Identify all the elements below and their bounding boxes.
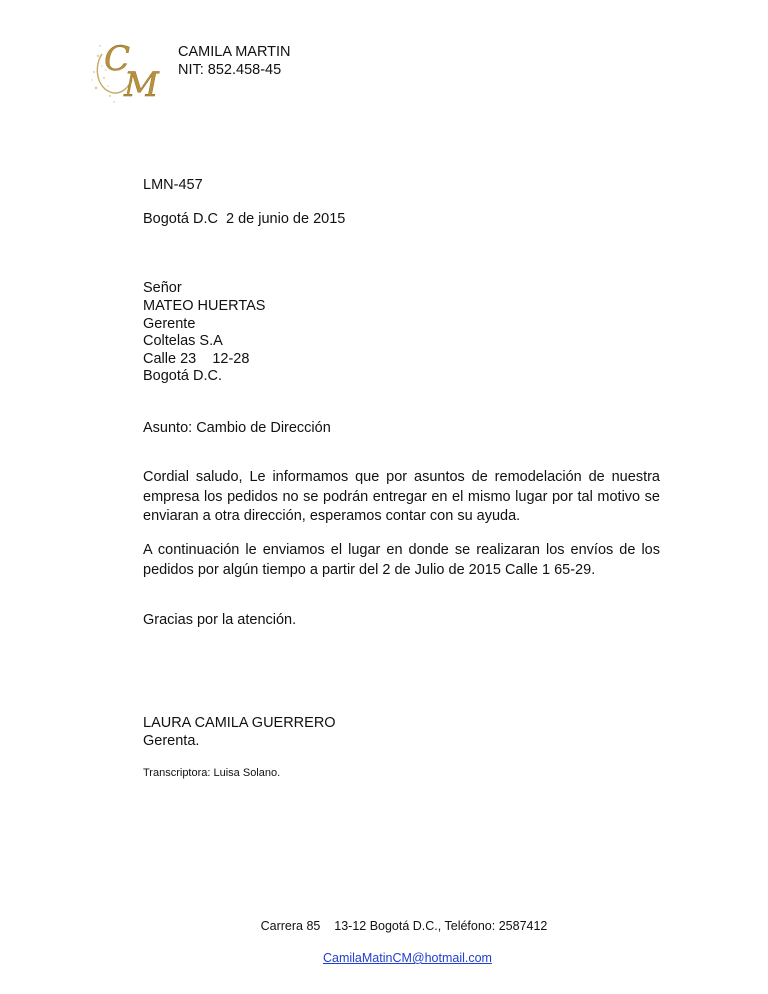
- reference-code: LMN-457: [143, 177, 203, 193]
- recipient-name: MATEO HUERTAS: [143, 298, 266, 314]
- footer-email-row: [0, 934, 768, 966]
- body-paragraph-2: A continuación le enviamos el lugar en donde se realizaran los envíos de los pedidos por algún tiempo a partir del 2 de Julio de 2015 Calle 1 65-29.: [143, 542, 660, 578]
- recipient-company: Coltelas S.A: [143, 333, 223, 349]
- recipient-salutation: Señor: [143, 280, 182, 296]
- company-nit: NIT: 852.458-45: [178, 62, 282, 78]
- recipient-city: Bogotá D.C.: [143, 368, 222, 384]
- logo-monogram: C: [104, 39, 131, 79]
- subject-line: Asunto: Cambio de Dirección: [143, 420, 331, 436]
- signer-name: LAURA CAMILA GUERRERO: [143, 715, 336, 731]
- body-paragraph-1: Cordial saludo, Le informamos que por asuntos de remodelación de nuestra empresa los pedidos no se podrán entregar en el mismo lugar por tal motivo se enviaran a otra dirección, esperamos contar con su ayuda.: [143, 469, 660, 524]
- place-date: Bogotá D.C 2 de junio de 2015: [143, 211, 346, 227]
- letterhead: [178, 43, 291, 79]
- company-logo: [88, 26, 164, 110]
- footer-address: Carrera 85 13-12 Bogotá D.C., Teléfono: 2587412: [260, 919, 548, 933]
- closing-line: Gracias por la atención.: [143, 612, 297, 628]
- logo-monogram-m: M: [124, 65, 159, 105]
- recipient-position: Gerente: [143, 316, 196, 332]
- recipient-address: Calle 23 12-28: [143, 351, 250, 367]
- company-name: CAMILA MARTIN: [178, 44, 291, 60]
- transcriber-note: Transcriptora: Luisa Solano.: [143, 767, 281, 779]
- footer-email-link[interactable]: CamilaMatinCM@hotmail.com: [322, 951, 492, 965]
- signer-title: Gerenta.: [143, 733, 200, 749]
